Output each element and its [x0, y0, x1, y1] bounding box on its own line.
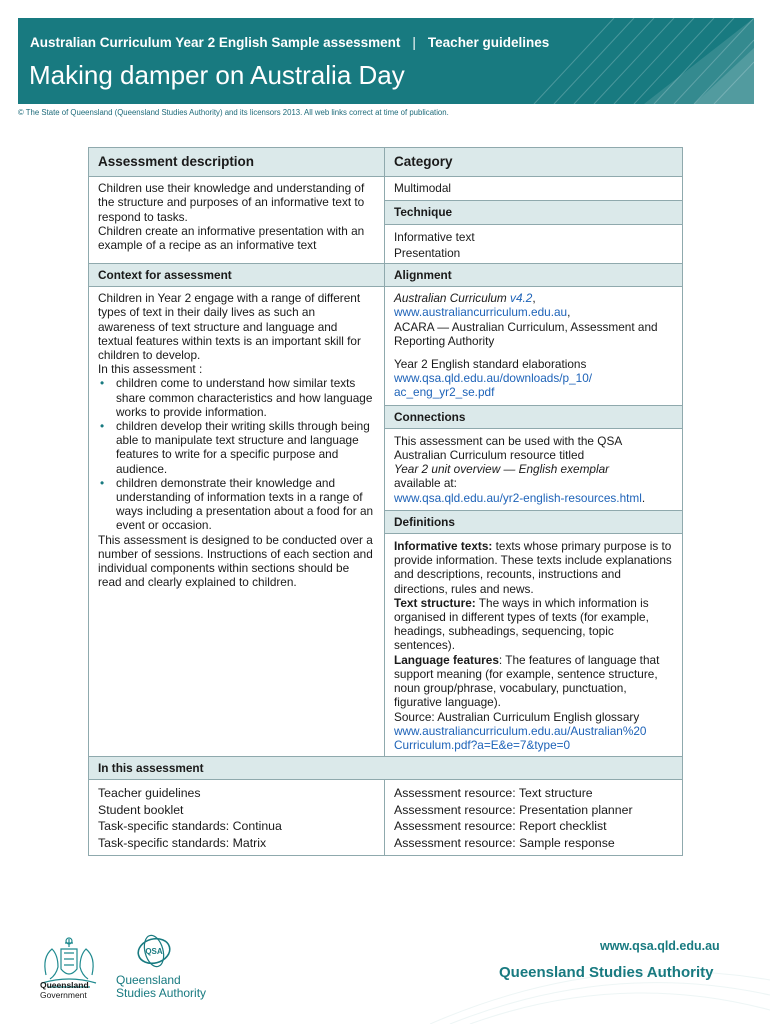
context-intro: Children in Year 2 engage with a range of different types of text in their daily lives as such an awareness of text structure and language and textual features within texts is an important skill for children to develop. — [98, 291, 361, 363]
list-item: Task-specific standards: Matrix — [98, 835, 267, 850]
qld-government-text — [40, 980, 89, 1000]
elaborations-link[interactable]: www.qsa.qld.edu.au/downloads/p_10/ — [394, 371, 593, 386]
ac-label: Australian Curriculum — [394, 291, 507, 306]
context-heading: Context for assessment — [89, 264, 385, 287]
list-item: Assessment resource: Presentation planner — [394, 802, 633, 817]
definition-text: : The features of language that support meaning (for example, sentence structure, noun group/phrase, vocabulary, punctuation, figurative language). — [394, 652, 660, 710]
footer-website-link[interactable]: www.qsa.qld.edu.au — [600, 939, 720, 953]
footer-organisation-name: Queensland Studies Authority — [499, 964, 714, 981]
header-subtitle — [30, 35, 549, 50]
alignment-ac — [394, 291, 673, 305]
svg-text:QSA: QSA — [145, 947, 163, 956]
connections-heading: Connections — [385, 405, 682, 429]
definition-term: Informative texts: — [394, 539, 493, 554]
qsa-name-text — [116, 974, 206, 1000]
assessment-description-heading: Assessment description — [89, 148, 385, 177]
connections-available: available at: — [394, 476, 457, 491]
definition-term: Language features — [394, 652, 499, 667]
context-lead: In this assessment : — [98, 362, 203, 377]
page-title: Making damper on Australia Day — [29, 60, 405, 90]
definitions-source: Source: Australian Curriculum English glossary — [394, 709, 640, 724]
definition-item — [394, 653, 673, 710]
context-cell — [89, 287, 385, 757]
connections-period: . — [641, 490, 646, 505]
qsa-line-2: Studies Authority — [116, 986, 207, 1000]
category-cell — [385, 177, 683, 264]
qg-line-1: Queensland — [40, 980, 89, 990]
list-item: Assessment resource: Text structure — [394, 786, 593, 801]
copyright-notice: © The State of Queensland (Queensland Studies Authority) and its licensors 2013. All web links correct at time of publication. — [18, 108, 449, 117]
header-decoration — [494, 18, 754, 104]
context-bullet-list — [98, 376, 375, 532]
technique-value: Presentation — [394, 245, 461, 260]
connections-text: This assessment can be used with the QSA Australian Curriculum resource titled — [394, 433, 622, 463]
elaborations-text: Year 2 English standard elaborations — [394, 357, 587, 372]
qsa-logo-icon — [136, 933, 172, 969]
elaborations-link-cont[interactable]: ac_eng_yr2_se.pdf — [394, 385, 495, 400]
ac-comma: , — [532, 291, 536, 306]
list-item: Student booklet — [98, 802, 184, 817]
definition-term: Text structure: — [394, 595, 476, 610]
definitions-heading: Definitions — [385, 510, 682, 534]
section-label: Teacher guidelines — [427, 35, 550, 50]
in-this-assessment-heading: In this assessment — [89, 757, 683, 780]
description-paragraph: Children use their knowledge and understanding of the structure and purposes of an informative text to respond to tasks. — [98, 181, 365, 224]
definition-item — [394, 596, 673, 653]
technique-value: Informative text — [394, 229, 475, 244]
description-paragraph: Children create an informative presentation with an example of a recipe as an informative text — [98, 223, 365, 253]
definition-item — [394, 539, 673, 596]
list-item: Teacher guidelines — [98, 786, 201, 801]
context-closing: This assessment is designed to be conducted over a number of sessions. Instructions of each section and individual components within sections should be read and clearly explained to children. — [98, 532, 373, 590]
in-this-assessment-left — [89, 780, 385, 856]
list-item: • children develop their writing skills through being able to manipulate text structure and language features to write for a specific purpose and audience. — [98, 419, 375, 476]
category-heading: Category — [385, 148, 683, 177]
alignment-cell — [385, 287, 683, 757]
assessment-description-cell — [89, 177, 385, 264]
connections-resource-title: Year 2 unit overview — English exemplar — [394, 462, 610, 477]
list-item: Assessment resource: Report checklist — [394, 819, 607, 834]
category-value: Multimodal — [394, 181, 452, 196]
qsa-line-1: Queensland — [116, 973, 181, 987]
ac-version-link[interactable]: v4.2 — [510, 291, 533, 306]
definitions-source-link[interactable]: www.australiancurriculum.edu.au/Australian%20 — [394, 723, 647, 738]
acara-text: ACARA — Australian Curriculum, Assessment and Reporting Authority — [394, 319, 658, 348]
technique-heading: Technique — [385, 200, 682, 224]
definition-text: The ways in which information is organised in different types of texts (for example, headings, subheadings, sequencing, topic sentences). — [394, 595, 649, 653]
connections-link[interactable]: www.qsa.qld.edu.au/yr2-english-resources.html — [394, 490, 642, 505]
list-item: • children demonstrate their knowledge and understanding of information texts in a range of ways including a presentation about a food for an event or occasion. — [98, 476, 375, 533]
alignment-heading: Alignment — [385, 264, 683, 287]
definitions-source-link-cont[interactable]: Curriculum.pdf?a=E&e=7&type=0 — [394, 737, 571, 752]
header-separator: | — [412, 35, 416, 50]
qg-line-2: Government — [40, 990, 87, 1000]
in-this-assessment-right — [385, 780, 683, 856]
header-band — [18, 18, 754, 104]
list-item: Task-specific standards: Continua — [98, 819, 282, 834]
ac-url-link[interactable]: www.australiancurriculum.edu.au — [394, 305, 568, 320]
url-comma: , — [567, 305, 571, 320]
curriculum-label: Australian Curriculum Year 2 English Sample assessment — [30, 35, 401, 50]
assessment-table — [88, 147, 683, 856]
list-item: Assessment resource: Sample response — [394, 835, 615, 850]
definition-text: texts whose primary purpose is to provide information. These texts include explanations and descriptions, recounts, instructions and directions, rules and news. — [394, 539, 672, 596]
list-item: • children come to understand how similar texts share common characteristics and how language works to provide information. — [98, 376, 375, 419]
